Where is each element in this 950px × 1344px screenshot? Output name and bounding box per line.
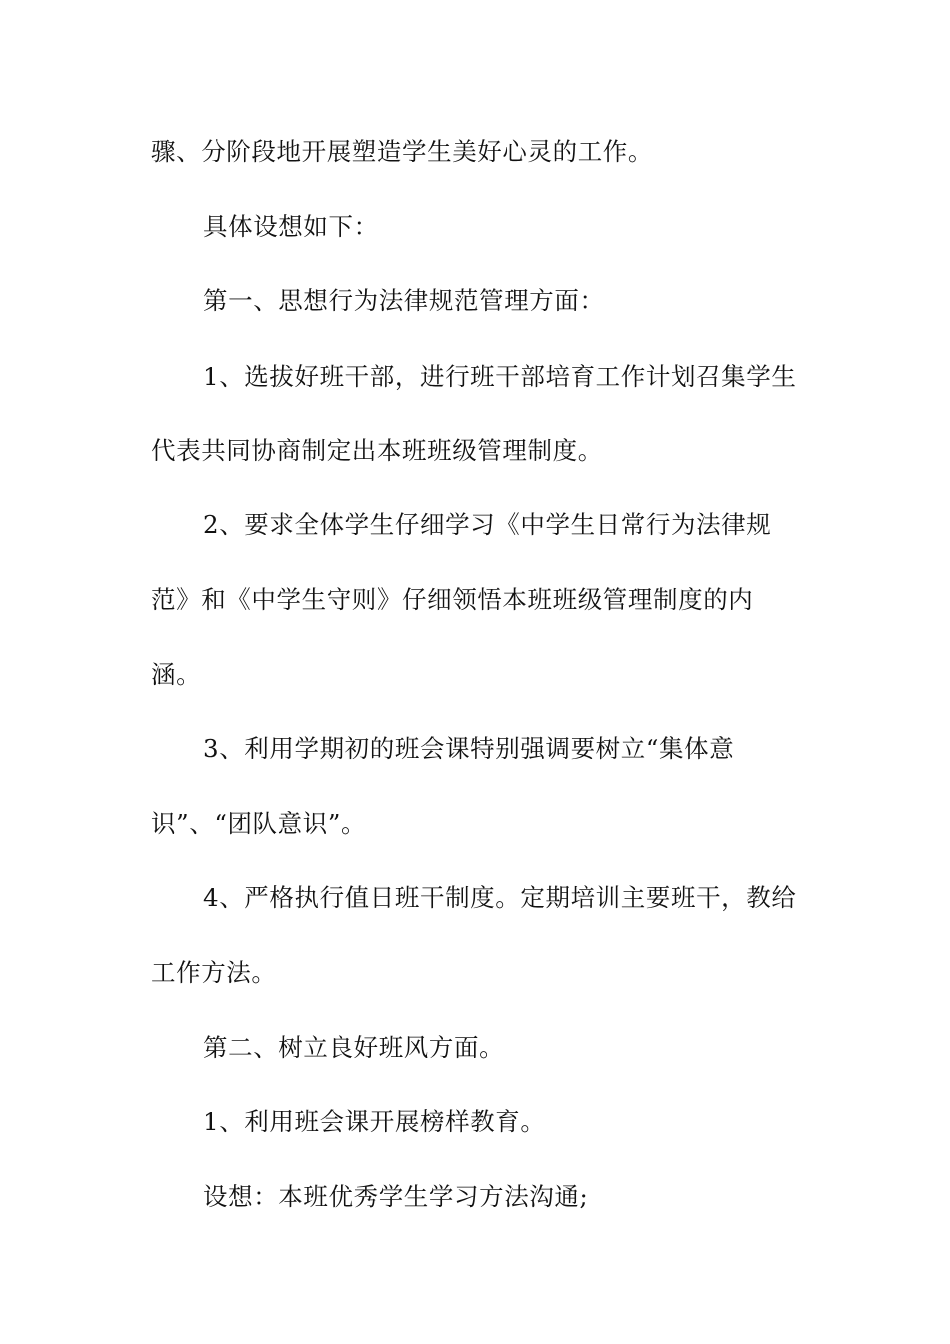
- section-heading: 第一、思想行为法律规范管理方面：: [203, 286, 605, 315]
- text-line: 4、严格执行值日班干制度。定期培训主要班干，教给: [203, 883, 797, 912]
- text-line: 2、要求全体学生仔细学习《中学生日常行为法律规: [203, 510, 772, 539]
- text-line: 范》和《中学生守则》仔细领悟本班班级管理制度的内: [151, 585, 754, 614]
- text-line: 设想：本班优秀学生学习方法沟通;: [203, 1182, 589, 1211]
- text-line: 3、利用学期初的班会课特别强调要树立“集体意: [203, 734, 735, 763]
- section-heading: 第二、树立良好班风方面。: [203, 1033, 505, 1062]
- text-line: 骤、分阶段地开展塑造学生美好心灵的工作。: [151, 137, 653, 166]
- text-line: 代表共同协商制定出本班班级管理制度。: [151, 436, 603, 465]
- text-line: 具体设想如下：: [203, 212, 379, 241]
- text-line: 1、利用班会课开展榜样教育。: [203, 1107, 546, 1136]
- text-line: 工作方法。: [151, 958, 277, 987]
- text-line: 涵。: [151, 660, 202, 689]
- text-line: 识”、“团队意识”。: [151, 809, 367, 838]
- text-line: 1、选拔好班干部，进行班干部培育工作计划召集学生: [203, 362, 797, 391]
